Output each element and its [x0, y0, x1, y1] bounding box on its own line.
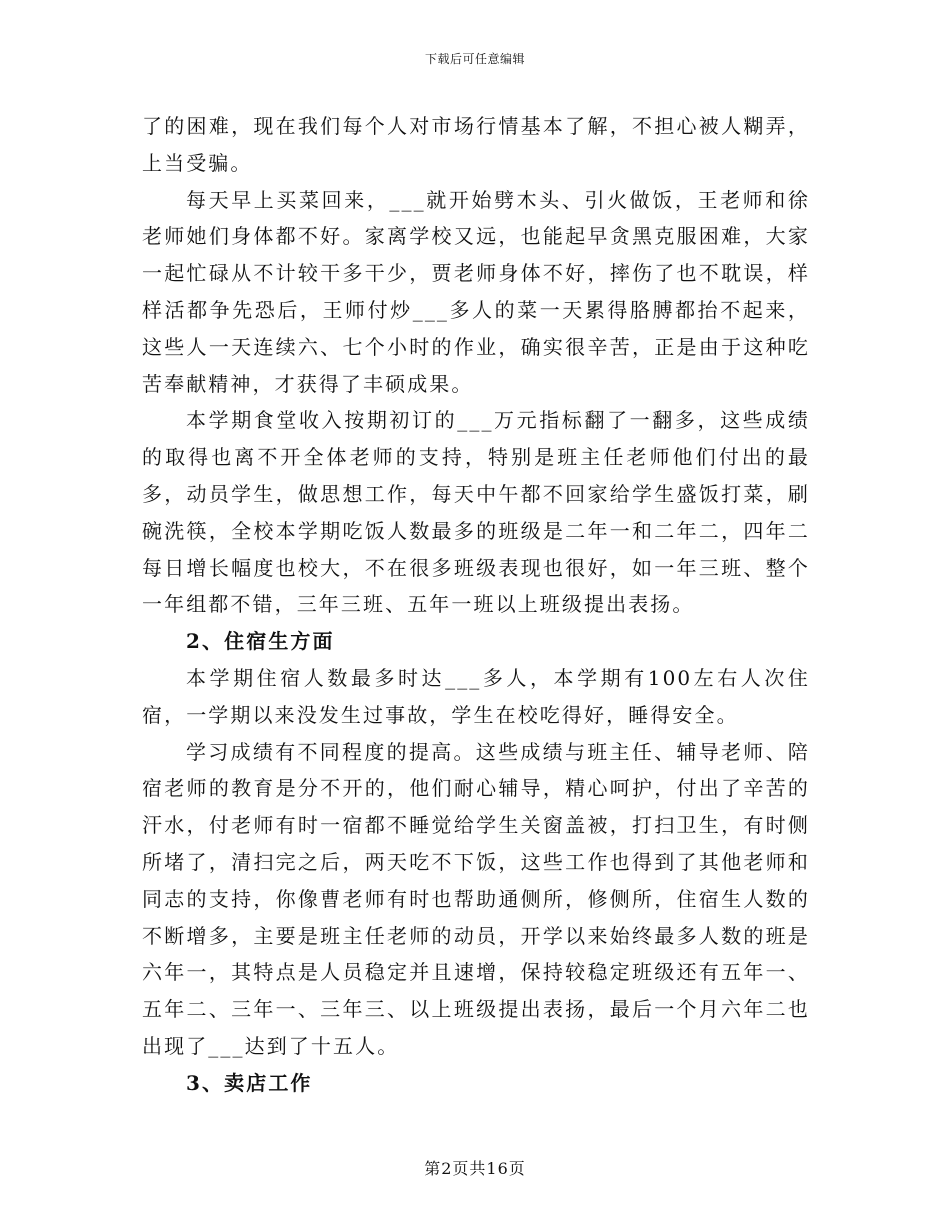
section-heading-shop: 3、卖店工作 [186, 1070, 313, 1095]
paragraph-study-results: 学习成绩有不同程度的提高。这些成绩与班主任、辅导老师、陪宿老师的教育是分不开的，他们耐心辅导，精心呵护，付出了辛苦的汗水，付老师有时一宿都不睡觉给学生关窗盖被，打扫卫生，有时侧所堵了，清扫完之后，两天吃不下饭，这些工作也得到了其他老师和同志的支持，你像曹老师有时也帮助通侧所，修侧所，住宿生人数的不断增多，主要是班主任老师的动员，开学以来始终最多人数的班是六年一，其特点是人员稳定并且速增，保持较稳定班级还有五年一、五年二、三年一、三年三、以上班级提出表扬，最后一个月六年二也出现了___达到了十五人。 [142, 739, 810, 1058]
document-body [142, 108, 810, 1102]
page-header: 下载后可任意编辑 [424, 52, 525, 66]
section-heading-boarding: 2、住宿生方面 [186, 629, 335, 654]
paragraph-daily-cooking: 每天早上买菜回来，___就开始劈木头、引火做饭，王老师和徐老师她们身体都不好。家离学校又远，也能起早贪黑克服困难，大家一起忙碌从不计较干多干少，贾老师身体不好，摔伤了也不耽误，样样活都争先恐后，王师付炒___多人的菜一天累得胳膊都抬不起来，这些人一天连续六、七个小时的作业，确实很辛苦，正是由于这种吃苦奉献精神，才获得了丰硕成果。 [142, 187, 810, 396]
paragraph-continued: 了的困难，现在我们每个人对市场行情基本了解，不担心被人糊弄，上当受骗。 [142, 114, 810, 175]
paragraph-canteen-income: 本学期食堂收入按期初订的___万元指标翻了一翻多，这些成绩的取得也离不开全体老师的支持，特别是班主任老师他们付出的最多，动员学生，做思想工作，每天中午都不回家给学生盛饭打菜，刷碗洗筷，全校本学期吃饭人数最多的班级是二年一和二年二，四年二每日增长幅度也校大，不在很多班级表现也很好，如一年三班、整个一年组都不错，三年三班、五年一班以上班级提出表扬。 [142, 408, 810, 617]
page-number: 第2页共16页 [424, 1159, 526, 1178]
paragraph-boarding-count: 本学期住宿人数最多时达___多人，本学期有100左右人次住宿，一学期以来没发生过事故，学生在校吃得好，睡得安全。 [142, 665, 810, 727]
